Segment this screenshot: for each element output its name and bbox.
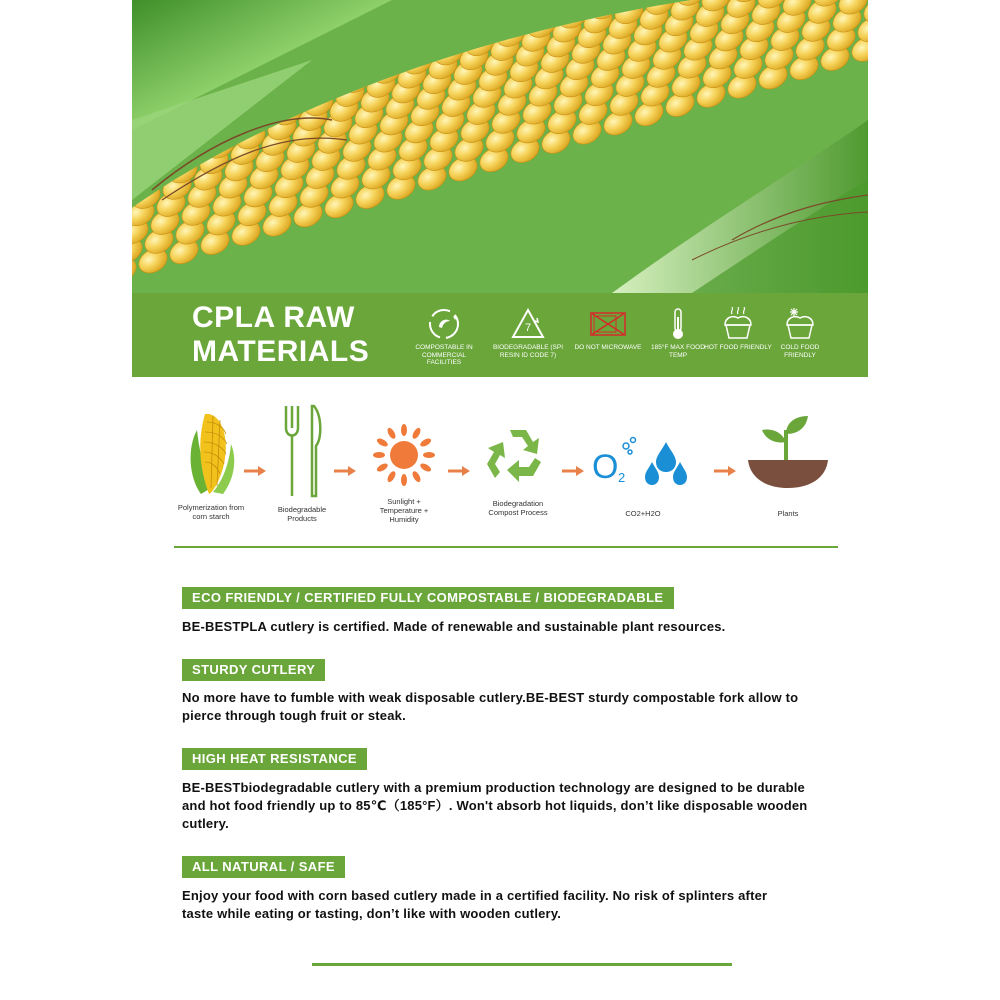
section-text: PLA cutlery is certified. Made of renewable and sustainable plant resources.: [240, 619, 726, 634]
flow-step-plants: [746, 412, 830, 518]
flow-arrow-icon: [448, 466, 470, 476]
sun-ray: [411, 470, 422, 483]
recycle-icon: [483, 424, 553, 494]
section-text: biodegradable cutlery with a premium production technology are designed to be durable and hot food friendly up to 85℃（185°F）. Won't absorb hot liquids, don’t like disposable wooden cutlery.: [182, 780, 808, 831]
section-text: sturdy compostable fork allow to pierce through tough fruit or steak.: [182, 690, 799, 723]
badge-label: COMPOSTABLE IN COMMERCIAL FACILITIES: [415, 344, 473, 366]
flow-arrow-icon: [334, 466, 356, 476]
fork-knife-icon: [274, 404, 330, 500]
sun-ray: [401, 474, 407, 486]
thermometer-icon: [668, 307, 688, 341]
brand-name: BE-BEST: [182, 780, 241, 795]
section-body-natural: [182, 887, 782, 923]
sun-ray: [386, 470, 397, 483]
badge-compostable: [408, 307, 480, 367]
title-banner: [132, 293, 868, 377]
badge-label: HOT FOOD FRIENDLY: [704, 344, 772, 351]
corn-hero-image: [132, 0, 868, 293]
sun-ray: [376, 437, 389, 448]
flow-step-corn: [174, 408, 248, 521]
section-heading-eco: ECO FRIENDLY / CERTIFIED FULLY COMPOSTABLE / BIODEGRADABLE: [182, 587, 674, 609]
badge-label: 185°F MAX FOOD TEMP: [651, 344, 705, 359]
flow-caption: CO2+H2O: [625, 509, 661, 518]
recycle-7-icon: [510, 307, 546, 341]
section-text: Enjoy your food with corn based cutlery made in a certified facility. No risk of splinters after taste while eating or tasting, don’t like with wooden cutlery.: [182, 888, 768, 921]
badge-biodegradable: [492, 307, 564, 359]
badge-no-microwave: [572, 307, 644, 352]
svg-text:2: 2: [618, 470, 626, 485]
flow-step-compost: [478, 424, 558, 517]
flow-arrow-icon: [714, 466, 736, 476]
bottom-divider: [312, 963, 732, 966]
flow-step-sunlight: [368, 420, 440, 524]
section-body-eco: [182, 618, 842, 636]
badge-label: COLD FOOD FRIENDLY: [780, 344, 820, 359]
compost-cycle-icon: [427, 307, 461, 341]
flow-arrow-icon: [244, 466, 266, 476]
section-heading-heat: HIGH HEAT RESISTANCE: [182, 748, 367, 770]
sun-ray: [411, 427, 422, 440]
svg-text:O: O: [592, 448, 619, 486]
sun-ray: [373, 452, 385, 458]
section-heading-natural: ALL NATURAL / SAFE: [182, 856, 345, 878]
section-body-heat: [182, 779, 832, 833]
corn-icon: [183, 408, 239, 498]
flow-caption: Sunlight + Temperature + Humidity: [379, 497, 429, 524]
badge-label: BIODEGRADABLE (SPI RESIN ID CODE 7): [492, 344, 564, 359]
page-title: [192, 301, 369, 369]
title-line-1: CPLA RAW: [192, 301, 355, 334]
section-text-pre: No more have to fumble with weak disposable cutlery.: [182, 690, 526, 705]
product-sheet: [132, 0, 868, 1000]
hot-food-icon: [720, 307, 756, 341]
flow-step-products: [266, 404, 338, 523]
flow-caption: Polymerization from corn starch: [177, 503, 245, 521]
badge-cold-food: [764, 307, 836, 359]
o2-water-icon: [588, 432, 698, 490]
plant-icon: [746, 412, 830, 492]
flow-caption: Plants: [777, 509, 799, 518]
brand-name: BE-BEST: [182, 619, 241, 634]
sun-ray: [423, 452, 435, 458]
flow-caption: Biodegradation Compost Process: [488, 499, 548, 517]
title-line-2: MATERIALS: [192, 335, 370, 368]
no-microwave-icon: [588, 307, 628, 341]
section-body-sturdy: [182, 689, 822, 725]
flow-caption: Biodegradable Products: [277, 505, 327, 523]
badge-label: DO NOT MICROWAVE: [574, 344, 642, 351]
sun-ray: [419, 462, 432, 473]
flow-divider: [174, 546, 838, 548]
flow-arrow-icon: [562, 466, 584, 476]
section-heading-sturdy: STURDY CUTLERY: [182, 659, 325, 681]
sun-ray: [401, 424, 407, 436]
svg-text:7: 7: [524, 322, 532, 334]
brand-name: BE-BEST: [525, 690, 585, 705]
flow-step-co2-h2o: [588, 432, 698, 518]
sun-ray: [386, 427, 397, 440]
sun-ray: [376, 462, 389, 473]
sun-ray: [419, 437, 432, 448]
sun-icon: [369, 420, 439, 490]
cold-food-icon: [782, 307, 818, 341]
